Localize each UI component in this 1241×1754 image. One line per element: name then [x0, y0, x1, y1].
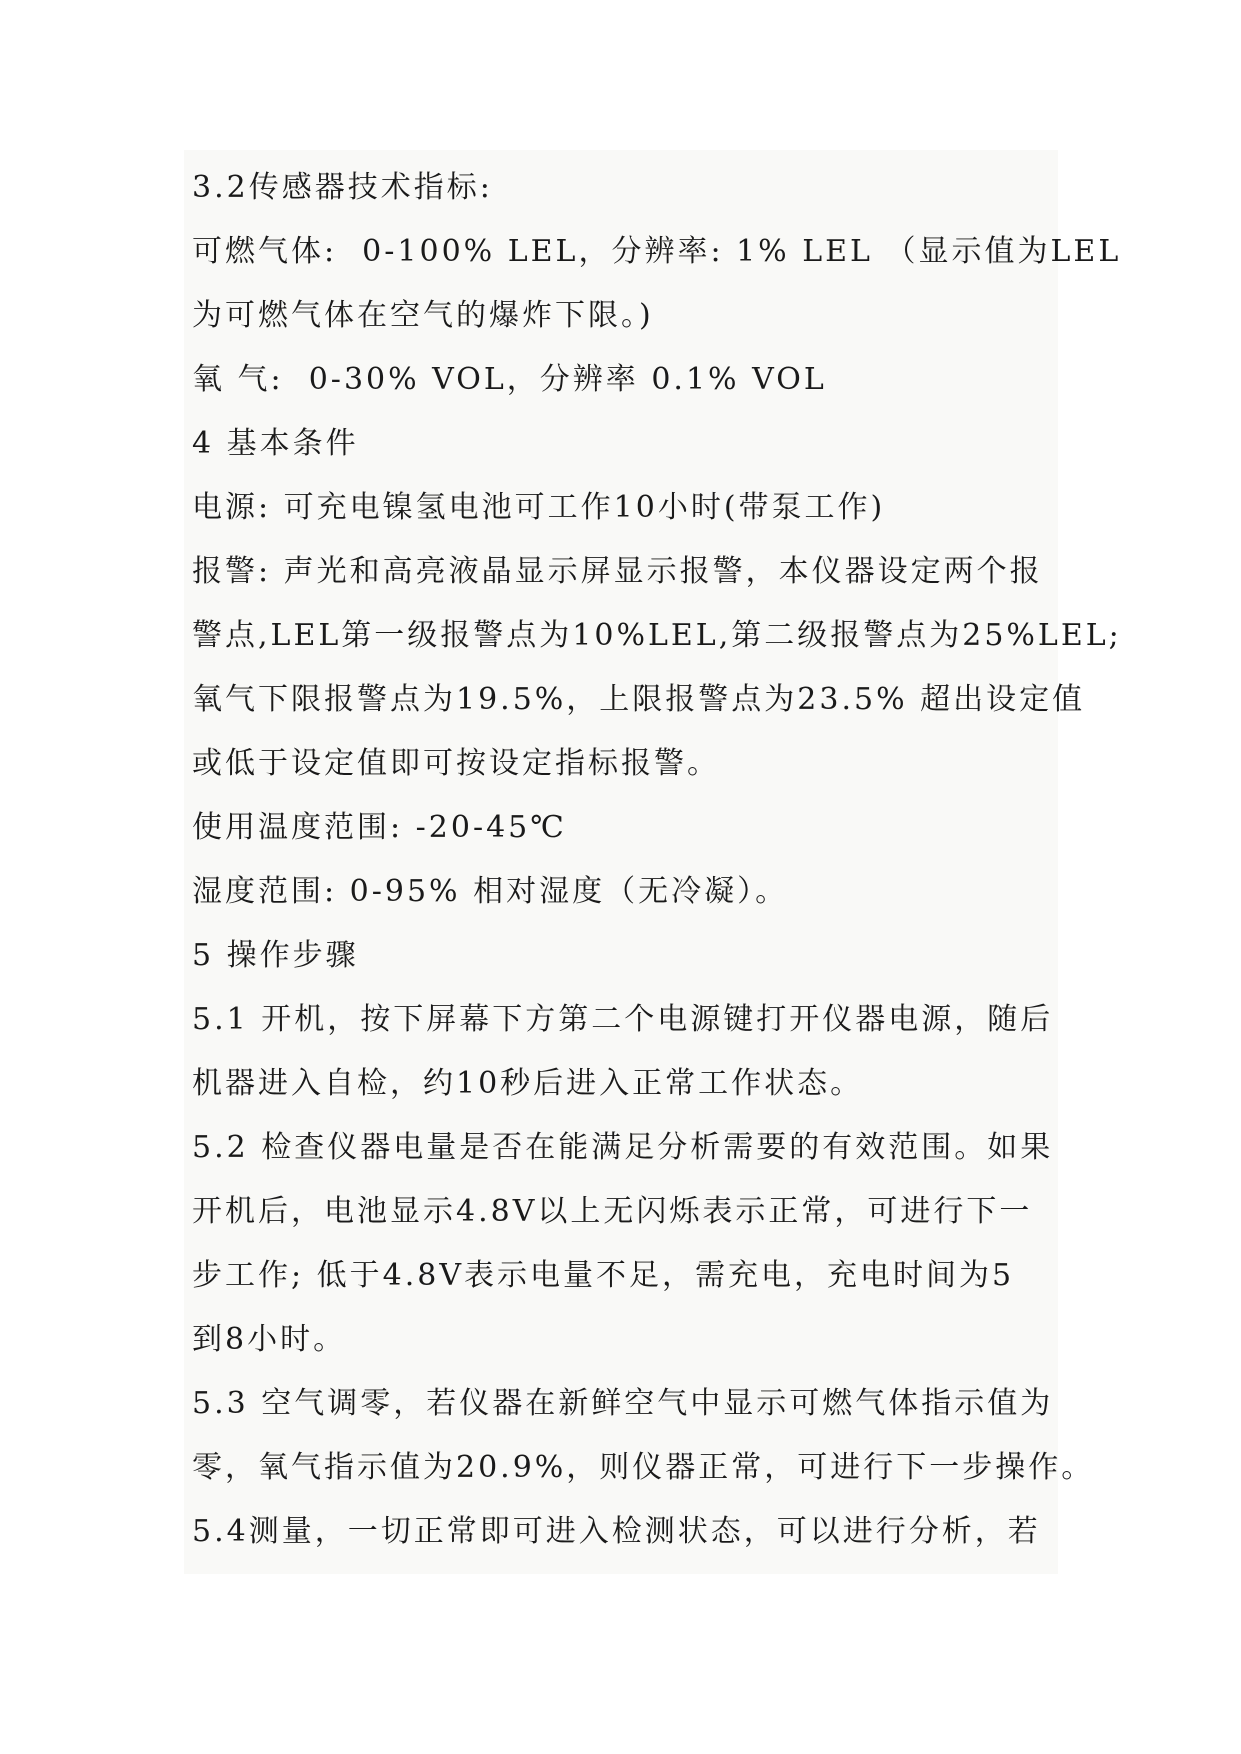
- section-heading-operation-steps: 5 操作步骤: [192, 938, 359, 973]
- text-line-power: 电源: 可充电镍氢电池可工作10小时(带泵工作): [192, 490, 886, 525]
- section-heading-sensor-specs: 3.2传感器技术指标:: [192, 170, 493, 205]
- text-line-alarm-2: 警点,LEL第一级报警点为10%LEL,第二级报警点为25%LEL;: [192, 618, 1122, 653]
- text-line-step-5-2-c: 步工作; 低于4.8V表示电量不足，需充电，充电时间为5: [192, 1258, 1015, 1293]
- text-line-lel-definition: 为可燃气体在空气的爆炸下限。): [192, 298, 654, 333]
- text-line-step-5-3-b: 零，氧气指示值为20.9%，则仪器正常，可进行下一步操作。: [192, 1450, 1095, 1485]
- text-line-oxygen: 氧 气: 0-30% VOL，分辨率 0.1% VOL: [192, 362, 827, 397]
- text-line-step-5-2-d: 到8小时。: [192, 1322, 347, 1357]
- text-line-alarm-4: 或低于设定值即可按设定指标报警。: [192, 746, 720, 781]
- text-line-step-5-1-a: 5.1 开机，按下屏幕下方第二个电源键打开仪器电源，随后: [192, 1002, 1054, 1037]
- document-page: [184, 150, 1122, 1574]
- text-line-step-5-3-a: 5.3 空气调零，若仪器在新鲜空气中显示可燃气体指示值为: [192, 1386, 1054, 1421]
- text-line-alarm-3: 氧气下限报警点为19.5%，上限报警点为23.5% 超出设定值: [192, 682, 1086, 717]
- text-line-combustible-gas: 可燃气体: 0-100% LEL，分辨率: 1% LEL （显示值为LEL: [192, 234, 1122, 269]
- text-line-step-5-4: 5.4测量，一切正常即可进入检测状态，可以进行分析，若: [192, 1514, 1041, 1549]
- section-heading-basic-conditions: 4 基本条件: [192, 426, 359, 461]
- text-line-alarm-1: 报警: 声光和高亮液晶显示屏显示报警，本仪器设定两个报: [192, 554, 1043, 589]
- text-line-step-5-1-b: 机器进入自检，约10秒后进入正常工作状态。: [192, 1066, 864, 1101]
- text-line-temperature: 使用温度范围: -20-45℃: [192, 810, 567, 845]
- text-line-humidity: 湿度范围: 0-95% 相对湿度（无冷凝）。: [192, 874, 789, 909]
- text-line-step-5-2-a: 5.2 检查仪器电量是否在能满足分析需要的有效范围。如果: [192, 1130, 1054, 1165]
- text-line-step-5-2-b: 开机后，电池显示4.8V以上无闪烁表示正常，可进行下一: [192, 1194, 1033, 1229]
